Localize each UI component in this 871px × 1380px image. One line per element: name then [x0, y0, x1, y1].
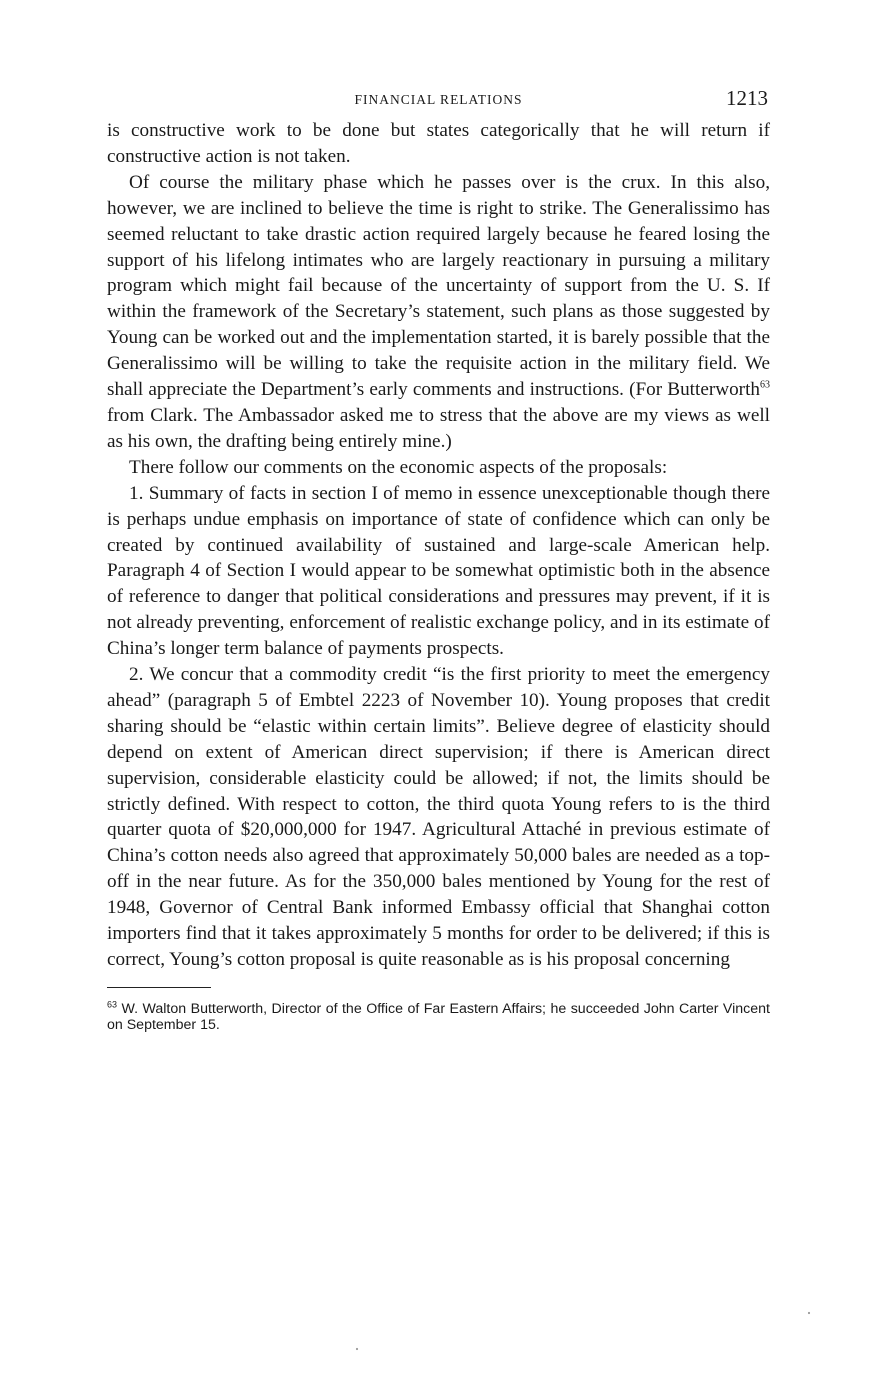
paragraph-military-phase [107, 170, 770, 455]
document-page [107, 84, 770, 1033]
scan-speck [356, 1348, 358, 1350]
paragraph-text: from Clark. The Ambassador asked me to stress that the above are my views as well as his own, the drafting being entirely mine.) [107, 404, 770, 452]
paragraph-item-1: 1. Summary of facts in section I of memo in essence unexceptionable though there is perhaps undue emphasis on importance of state of confidence which can only be created by continued availability of sustained and large-scale American help. Paragraph 4 of Section I would appear to be somewhat optimistic both in the absence of reference to danger that political considerations and pressures may prevent, if it is not already preventing, enforcement of realistic exchange policy, and in its estimate of China’s longer term balance of payments prospects. [107, 482, 770, 660]
footnote [107, 1001, 770, 1033]
page-number: 1213 [726, 86, 768, 110]
paragraph-comments-intro: There follow our comments on the economic aspects of the proposals: [129, 456, 668, 478]
paragraph-text: Of course the military phase which he passes over is the crux. In this also, however, we are inclined to believe the time is right to strike. The Generalissimo has seemed reluctant to take drastic action required largely because he feared losing the support of his lifelong intimates who are largely reactionary in pursuing a military program which might fail because of the uncertainty of support from the U. S. If within the framework of the Secretary’s statement, such plans as those suggested by Young can be worked out and the implementation started, it is barely possible that the Generalissimo will be willing to take the requisite action in the military field. We shall appreciate the Department’s early comments and instructions. (For Butterworth [107, 171, 770, 401]
body-text [107, 118, 770, 973]
footnote-divider [107, 987, 211, 988]
running-title: FINANCIAL RELATIONS [354, 92, 523, 107]
running-head [107, 84, 770, 118]
scan-speck [808, 1312, 810, 1314]
paragraph-item-2: 2. We concur that a commodity credit “is the first priority to meet the emergency ahead” (paragraph 5 of Embtel 2223 of November 10). Young proposes that credit sharing should be “elastic within certain limits”. Believe degree of elasticity should depend on extent of American direct supervision; if there is American direct supervision, considerable elasticity could be allowed; if not, the limits should be strictly defined. With respect to cotton, the third quota Young refers to is the third quarter quota of $20,000,000 for 1947. Agricultural Attaché in previous estimate of China’s cotton needs also agreed that approximately 50,000 bales are needed as a top-off in the near future. As for the 350,000 bales mentioned by Young for the rest of 1948, Governor of Central Bank informed Embassy official that Shanghai cotton importers find that it takes approximately 5 months for order to be delivered; if this is correct, Young’s cotton proposal is quite reasonable as is his proposal concerning [107, 664, 770, 970]
footnote-text: W. Walton Butterworth, Director of the Office of Far Eastern Affairs; he succeeded John Carter Vincent on September 15. [107, 1000, 770, 1033]
paragraph-continuation: is constructive work to be done but states categorically that he will return if constructive action is not taken. [107, 120, 770, 167]
footnote-reference: 63 [760, 379, 770, 391]
footnote-marker: 63 [107, 999, 118, 1010]
